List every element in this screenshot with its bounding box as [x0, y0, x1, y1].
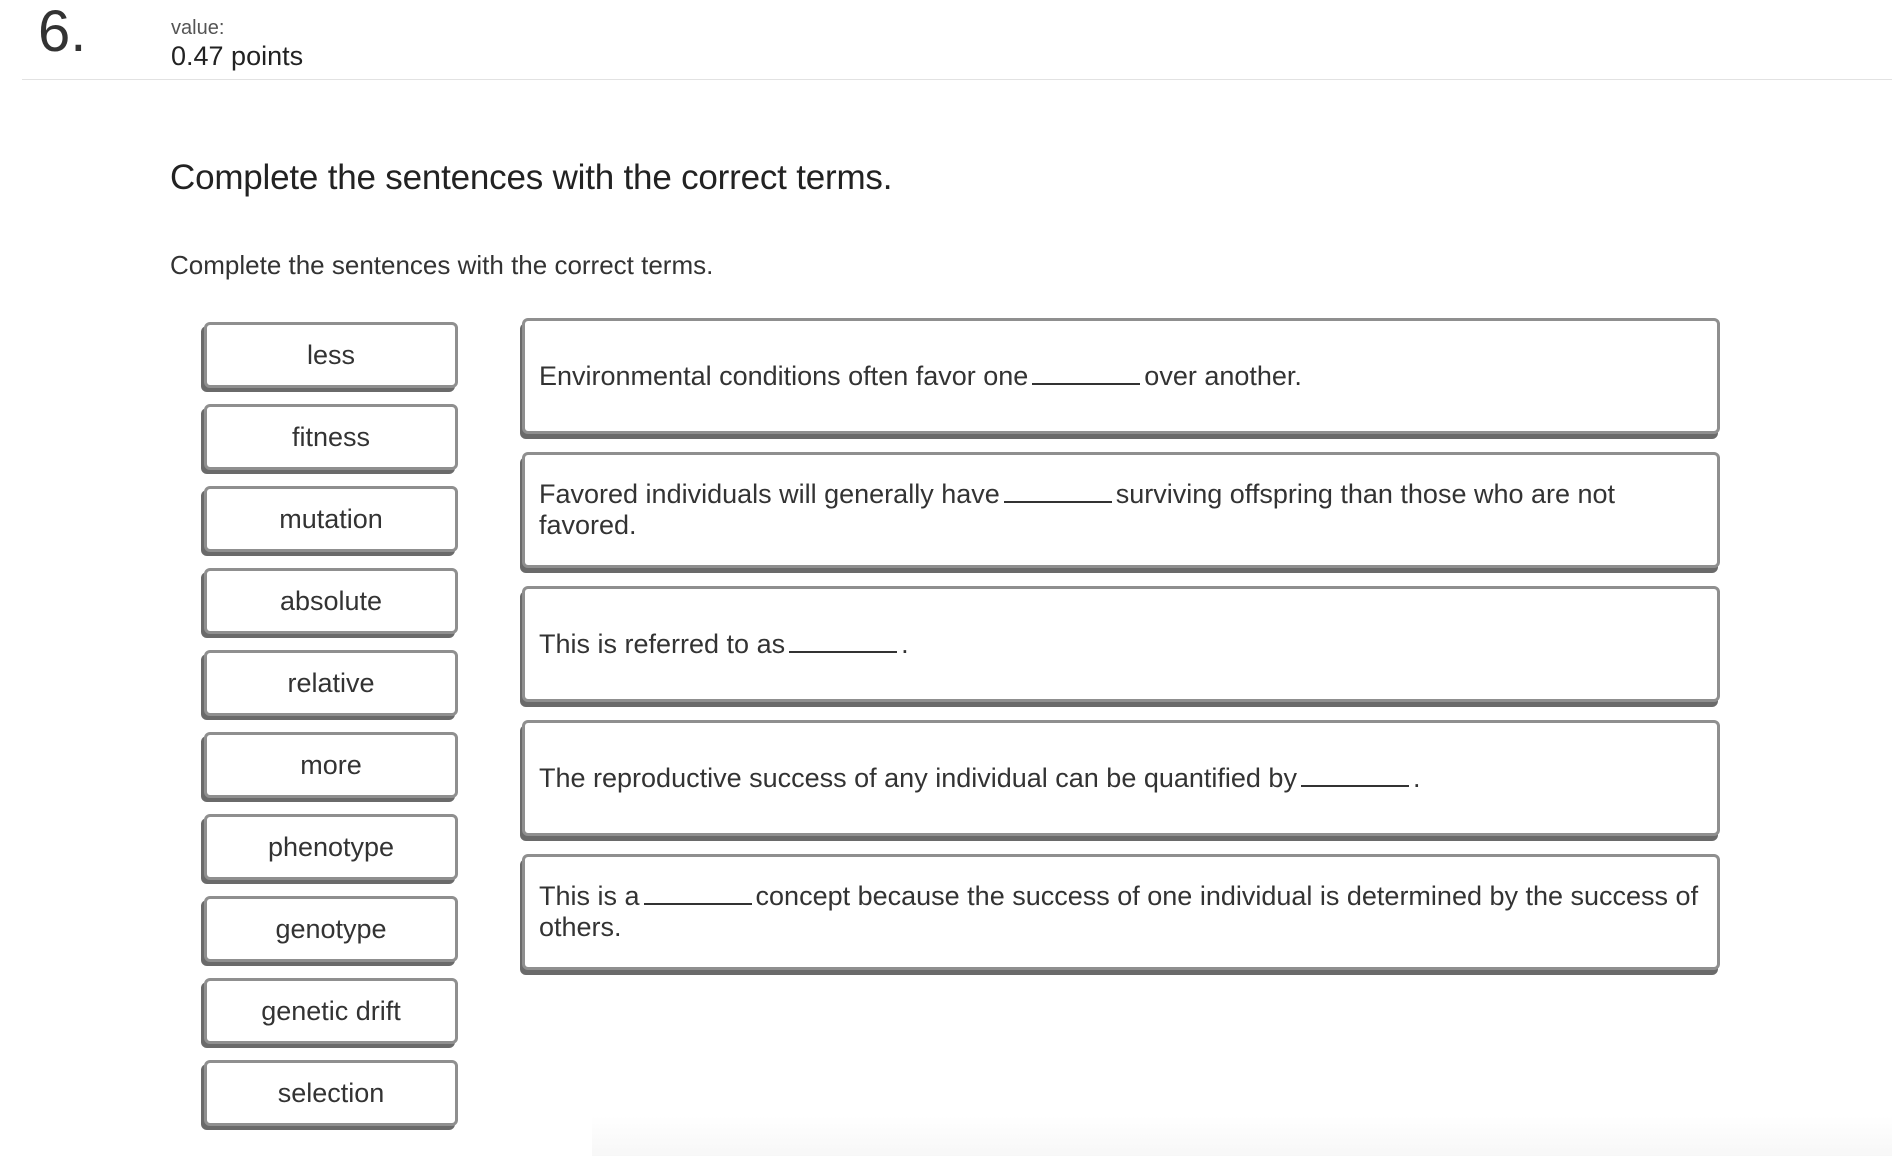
blank-slot[interactable]: [1032, 361, 1140, 385]
sentence-drop-zone-3[interactable]: [522, 586, 1720, 702]
question-instructions: Complete the sentences with the correct terms.: [170, 250, 714, 280]
sentence-text-before: This is referred to as: [539, 628, 786, 659]
sentence-drop-zone-5[interactable]: [522, 854, 1720, 970]
sentence-drop-zone-4[interactable]: [522, 720, 1720, 836]
term-genetic-drift[interactable]: genetic drift: [204, 978, 458, 1044]
sentence-text-after: .: [901, 628, 909, 659]
term-absolute[interactable]: absolute: [204, 568, 458, 634]
term-fitness[interactable]: fitness: [204, 404, 458, 470]
value-points: 0.47 points: [171, 41, 304, 71]
term-mutation[interactable]: mutation: [204, 486, 458, 552]
sentence-text: [539, 361, 1302, 392]
blank-slot[interactable]: [1301, 763, 1409, 787]
term-genotype[interactable]: genotype: [204, 896, 458, 962]
sentence-drop-zone-1[interactable]: [522, 318, 1720, 434]
sentence-text-after: surviving offspring than those who are not favored.: [539, 479, 1616, 540]
sentence-text-after: .: [1412, 762, 1421, 793]
sentence-text-after: over another.: [1144, 360, 1302, 391]
sentence-text: [539, 763, 1420, 794]
question-number: 6.: [38, 0, 87, 64]
sentence-text-after: concept because the success of one individual is determined by the success of others.: [539, 881, 1699, 942]
sentence-text: [539, 479, 1703, 541]
term-phenotype[interactable]: phenotype: [204, 814, 458, 880]
sentence-text-before: Environmental conditions often favor one: [539, 360, 1029, 391]
sentence-drop-zone-2[interactable]: [522, 452, 1720, 568]
blank-slot[interactable]: [1004, 479, 1112, 503]
sentence-text-before: Favored individuals will generally have: [539, 479, 1000, 509]
term-less[interactable]: less: [204, 322, 458, 388]
blank-slot[interactable]: [789, 629, 897, 653]
term-relative[interactable]: relative: [204, 650, 458, 716]
sentence-text-before: The reproductive success of any individual can be quantified by: [539, 762, 1297, 793]
word-bank: [204, 322, 460, 1142]
value-label: value:: [171, 17, 225, 39]
term-more[interactable]: more: [204, 732, 458, 798]
question-header: [22, 0, 1892, 80]
sentence-text-before: This is a: [539, 881, 640, 911]
blank-slot[interactable]: [644, 881, 752, 905]
sentence-text: [539, 629, 909, 660]
sentence-list: [522, 318, 1722, 988]
bottom-fade: [592, 1116, 1892, 1156]
term-selection[interactable]: selection: [204, 1060, 458, 1126]
question-title: Complete the sentences with the correct terms.: [170, 158, 893, 197]
sentence-text: [539, 881, 1703, 943]
